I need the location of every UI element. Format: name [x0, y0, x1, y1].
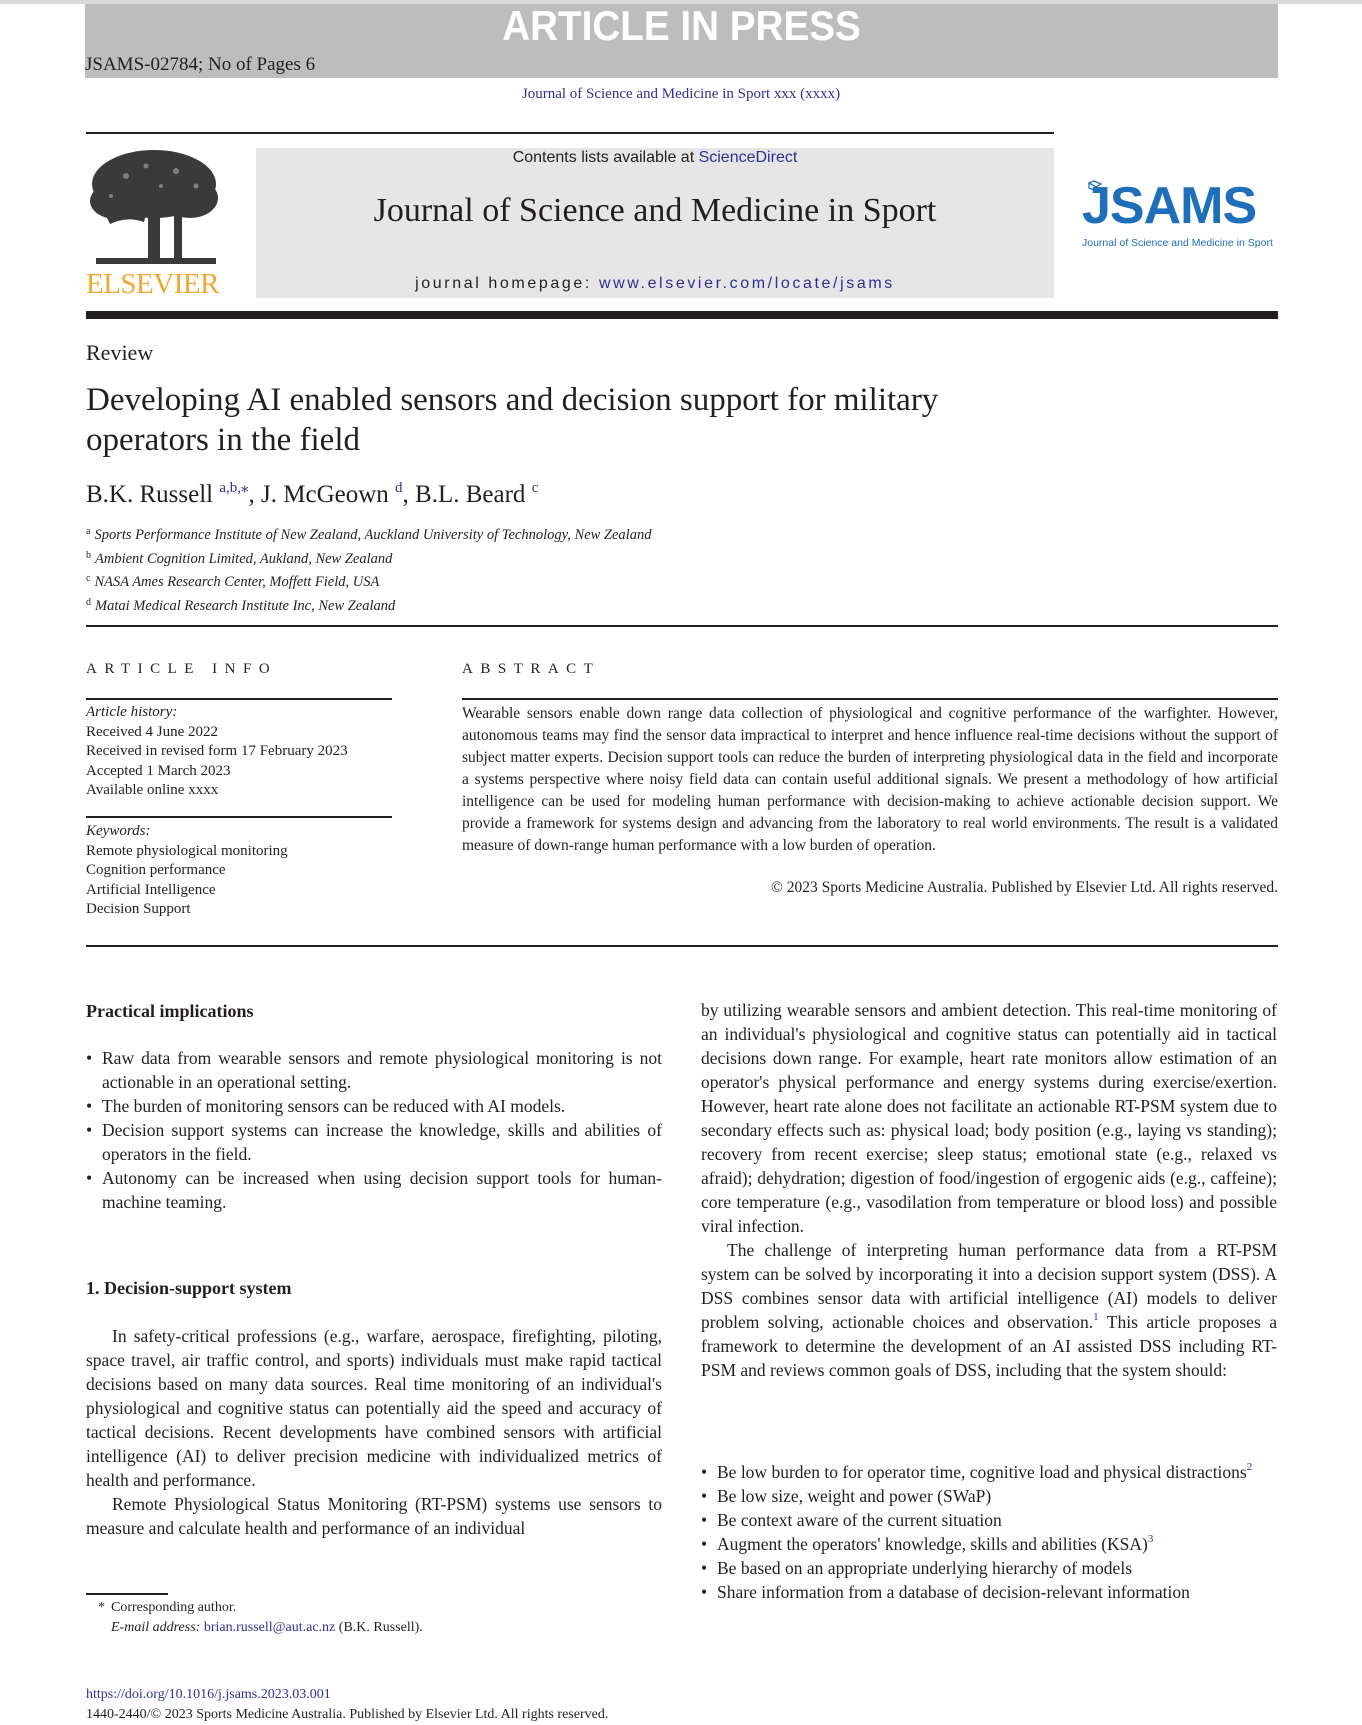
title-block-divider — [86, 625, 1278, 627]
masthead-top-rule — [86, 132, 1054, 134]
history-entry: Available online xxxx — [86, 782, 219, 799]
list-item — [701, 1484, 1277, 1508]
affiliation-list — [86, 522, 651, 616]
contents-line — [256, 149, 1054, 167]
dss-goals-list — [701, 1460, 1277, 1604]
list-item — [701, 1580, 1277, 1604]
author[interactable] — [261, 481, 403, 508]
affiliation-text: Ambient Cognition Limited, Aukland, New Zealand — [95, 550, 393, 567]
section-1-body-left — [86, 1324, 662, 1540]
goal-text: Be low size, weight and power (SWaP) — [717, 1486, 992, 1506]
section-1-heading: 1. Decision-support system — [86, 1278, 292, 1298]
paragraph-text: This article proposes a framework to determine the development of an AI assisted DSS including RT-PSM and reviews common goals of DSS, including that the system should: — [701, 1312, 1277, 1380]
author[interactable] — [415, 481, 538, 508]
list-item: • Decision support systems can increase the knowledge, skills and abilities of operators in the field. — [86, 1118, 662, 1166]
contents-prefix: Contents lists available at — [512, 149, 699, 166]
homepage-prefix: journal homepage: — [415, 275, 599, 292]
keyword: Cognition performance — [86, 862, 226, 879]
keywords-label: Keywords: — [86, 823, 151, 839]
issn-copyright: 1440-2440/© 2023 Sports Medicine Australia. Published by Elsevier Ltd. All rights reserved. — [86, 1707, 609, 1722]
article-type: Review — [86, 340, 154, 365]
list-item — [701, 1460, 1277, 1484]
abstract-rule — [462, 698, 1278, 700]
author-separator: , — [248, 481, 262, 508]
goal-text: Be based on an appropriate underlying hierarchy of models — [717, 1558, 1133, 1578]
footnote-text: Corresponding author. — [111, 1600, 237, 1615]
list-item — [701, 1532, 1277, 1556]
reference-link[interactable]: 2 — [1246, 1461, 1253, 1473]
list-item: • The burden of monitoring sensors can be reduced with AI models. — [86, 1094, 662, 1118]
page-footer — [86, 1685, 608, 1725]
journal-homepage-link[interactable]: www.elsevier.com/locate/jsams — [598, 275, 895, 292]
history-entry: Received in revised form 17 February 2023 — [86, 743, 348, 760]
article-info-heading: ARTICLE INFO — [86, 661, 278, 677]
article-history-label: Article history: — [86, 704, 178, 720]
affiliation-key: b — [86, 549, 91, 561]
abstract-text: Wearable sensors enable down range data collection of physiological and cognitive performance of the warfighter. However, autonomous teams may find the sensor data impractical to interpret and hence influence real-time decisions without the support of subject matter experts. Decision support tools can reduce the burden of interpreting physiological data in the field and incorporate a systems perspective where noisy field data can contain useful additional signals. We present a methodology of how artificial intelligence can be used for modeling human performance with decision-making to achieve actionable decision support. We provide a framework for systems design and advancing from the laboratory to real world environments. The result is a validated measure of down-range human performance with a low burden of operation. — [462, 705, 1278, 854]
email-link[interactable]: brian.russell@aut.ac.nz — [203, 1620, 336, 1635]
paragraph: Remote Physiological Status Monitoring (RT-PSM) systems use sensors to measure and calculate health and performance of an individual — [86, 1494, 662, 1538]
article-history — [86, 703, 348, 801]
paragraph — [701, 1238, 1277, 1382]
front-matter-divider — [86, 945, 1278, 947]
journal-reference-link[interactable]: Journal of Science and Medicine in Sport xxx (xxxx) — [521, 86, 841, 102]
list-item: • Autonomy can be increased when using decision support tools for human-machine teaming. — [86, 1166, 662, 1214]
masthead-journal-title: Journal of Science and Medicine in Sport — [373, 192, 937, 229]
history-entry: Received 4 June 2022 — [86, 723, 219, 740]
goal-text: Be context aware of the current situation — [717, 1510, 1002, 1530]
article-in-press-label: ARTICLE IN PRESS — [502, 2, 861, 49]
affiliation-text: NASA Ames Research Center, Moffett Field, USA — [94, 574, 380, 590]
abstract-heading: ABSTRACT — [462, 661, 601, 677]
paragraph: In safety-critical professions (e.g., warfare, aerospace, firefighting, piloting, space travel, air traffic control, and sports) individuals must make rapid tactical decisions based on many data sources. Real time monitoring of an individual's physiological and cognitive status can potentially aid the speed and accuracy of tactical decisions. Recent developments have combined sensors with artificial intelligence (AI) to deliver precision medicine with individualized metrics of health and performance. — [86, 1326, 662, 1490]
goal-text: Be low burden to for operator time, cognitive load and physical distractions — [717, 1462, 1247, 1482]
author-name[interactable]: B.L. Beard — [415, 481, 526, 508]
list-item: • Raw data from wearable sensors and remote physiological monitoring is not actionable in an operational setting. — [86, 1046, 662, 1094]
keyword: Artificial Intelligence — [86, 881, 216, 898]
affiliation-key: d — [86, 596, 91, 608]
list-item — [701, 1556, 1277, 1580]
goal-text: Share information from a database of decision-relevant information — [717, 1582, 1190, 1602]
keyword: Remote physiological monitoring — [86, 842, 288, 859]
author-affiliation-marks[interactable]: a,b,⁎ — [219, 480, 249, 496]
practical-implications-heading: Practical implications — [86, 1001, 254, 1021]
affiliation — [86, 546, 651, 570]
affiliation — [86, 569, 651, 593]
affiliation-text: Matai Medical Research Institute Inc, New Zealand — [95, 597, 396, 614]
paragraph: by utilizing wearable sensors and ambient detection. This real-time monitoring of an individual's physiological and cognitive status can potentially aid in tactical decisions down range. For example, heart rate monitors allow estimation of an operator's physical performance and energy systems during exercise/exertion. However, heart rate alone does not facilitate an actionable RT-PSM system due to secondary effects such as: physical load; body position (e.g., laying vs standing); recovery from recent exercise; sleep status; emotional state (e.g., relaxed vs afraid); dehydration; digestion of food/ingestion of ergogenic aids (e.g., caffeine); core temperature (e.g., vasodilation from temperature or blood loss) and possible viral infection. — [701, 1000, 1277, 1236]
email-label: E-mail address: — [111, 1620, 201, 1635]
keyword: Decision Support — [86, 901, 191, 918]
jsams-logo-subtitle: Journal of Science and Medicine in Sport — [1082, 237, 1273, 249]
affiliation-key: a — [86, 526, 91, 537]
corresponding-author-footnote — [86, 1598, 423, 1638]
affiliation-key: c — [86, 573, 91, 584]
author-name[interactable]: J. McGeown — [261, 481, 389, 508]
affiliation — [86, 522, 651, 546]
list-item — [701, 1508, 1277, 1532]
abstract-copyright: © 2023 Sports Medicine Australia. Published by Elsevier Ltd. All rights reserved. — [771, 879, 1278, 896]
article-info-rule — [86, 698, 392, 700]
footnote-rule — [86, 1593, 168, 1595]
article-id: JSAMS-02784; No of Pages 6 — [85, 54, 316, 75]
author[interactable] — [86, 481, 249, 508]
section-1-body-right — [701, 998, 1277, 1382]
email-suffix: (B.K. Russell). — [335, 1620, 423, 1635]
keywords — [86, 822, 288, 920]
author-affiliation-marks[interactable]: d — [395, 480, 403, 496]
reference-link[interactable]: 1 — [1093, 1311, 1099, 1323]
author-separator: , — [402, 481, 416, 508]
elsevier-tree-logo-icon — [86, 146, 222, 270]
affiliation — [86, 593, 651, 617]
practical-implications-list — [86, 1046, 662, 1214]
author-name[interactable]: B.K. Russell — [86, 481, 214, 508]
article-title: Developing AI enabled sensors and decision support for military operators in the field — [86, 382, 939, 458]
reference-link[interactable]: 3 — [1147, 1533, 1154, 1545]
sciencedirect-link[interactable]: ScienceDirect — [698, 149, 798, 166]
journal-reference[interactable] — [0, 86, 1362, 103]
elsevier-wordmark: ELSEVIER — [86, 268, 219, 300]
author-affiliation-marks[interactable]: c — [531, 480, 539, 496]
journal-homepage-line — [256, 275, 1054, 293]
doi-link[interactable]: https://doi.org/10.1016/j.jsams.2023.03.001 — [86, 1687, 331, 1702]
footnote-marker: * — [98, 1600, 105, 1615]
goal-text: Augment the operators' knowledge, skills and abilities (KSA) — [717, 1534, 1148, 1554]
jsams-logo: JSAMS — [1082, 177, 1257, 235]
footnote-email-line — [111, 1618, 423, 1638]
paragraph-text: The challenge of interpreting human performance data from a RT-PSM system can be solved by incorporating it into a decision support system (DSS). A DSS combines sensor data with artificial intelligence (AI) models to deliver problem solving, actionable choices and observation. — [701, 1240, 1277, 1332]
affiliation-text: Sports Performance Institute of New Zealand, Auckland University of Technology, New Zealand — [94, 527, 652, 543]
history-entry: Accepted 1 March 2023 — [86, 762, 231, 779]
masthead-bottom-rule — [86, 311, 1278, 319]
keywords-rule — [86, 816, 392, 818]
author-list — [86, 478, 538, 509]
